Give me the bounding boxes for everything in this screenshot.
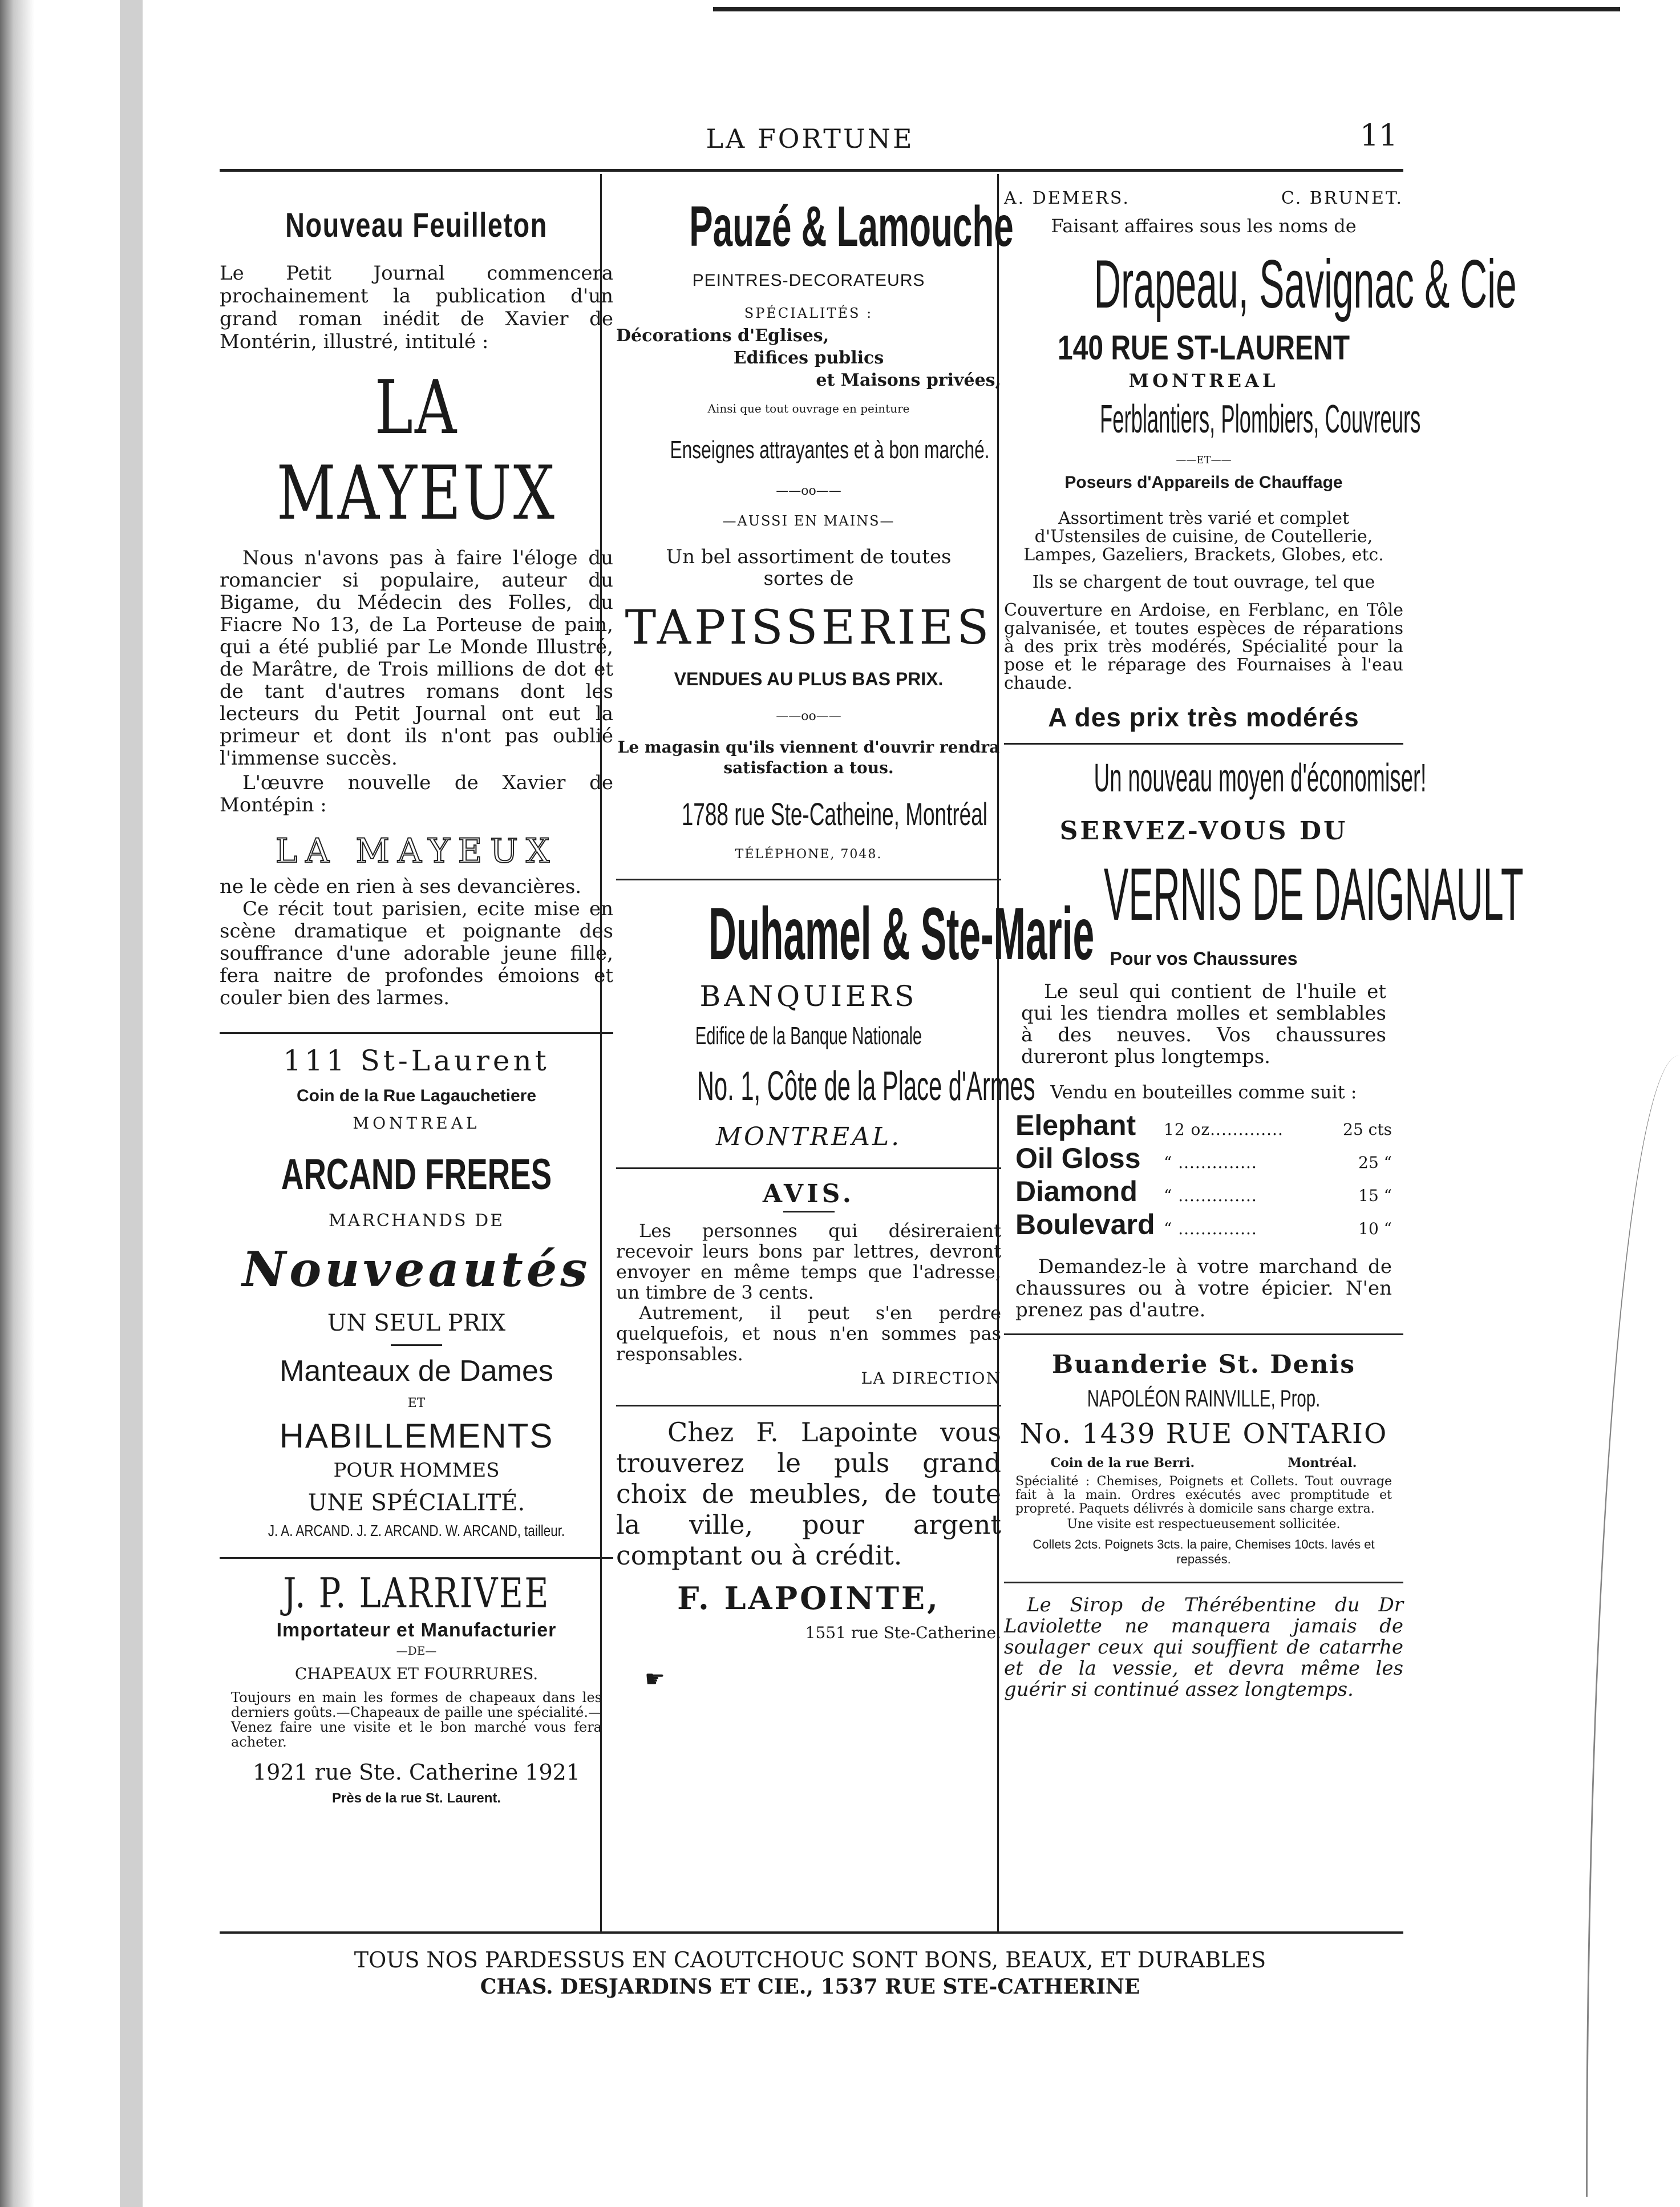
divider [616, 879, 1001, 880]
drapeau-city: MONTREAL [1128, 370, 1279, 391]
novel-title-outline: LA MAYEUX [275, 831, 558, 870]
pauze-address: 1788 rue Ste-Catheine, Montréal [681, 796, 987, 832]
arcand-novelties: Nouveautés [242, 1241, 591, 1297]
bottom-rule [220, 1931, 1403, 1934]
drapeau-assortiment: Assortiment très varié et complet d'Ustensiles de cuisine, de Coutellerie, Lampes, Gazeliers, Brackets, Globes, etc. [1023, 508, 1384, 565]
partner-demers: A. DEMERS. [1004, 188, 1130, 208]
arcand-single-price: UN SEUL PRIX [327, 1310, 506, 1336]
divider [220, 1032, 613, 1034]
sirop-text: Le Sirop de Thérébentine du Dr Laviolette ne manquera jamais de soulager ceux qui souffient de catarrhe et de la vessie, et devra même les guérir si continué assez longtemps. [1004, 1594, 1403, 1701]
drapeau-address: 140 RUE ST-LAURENT [1057, 329, 1350, 367]
vernis-nouveau: Un nouveau moyen d'économiser! [1094, 755, 1427, 800]
column-3 [1004, 177, 1524, 1923]
drapeau-et: ——ET—— [1176, 454, 1232, 466]
pauze-enseignes: Enseignes attrayantes et à bon marché. [670, 436, 990, 464]
vernis-chaussures: Pour vos Chaussures [1110, 948, 1298, 969]
bank-edifice: Edifice de la Banque Nationale [695, 1022, 922, 1050]
buanderie-coin: Coin de la rue Berri. [1050, 1456, 1195, 1470]
arcand-corner: Coin de la Rue Lagauchetiere [296, 1086, 537, 1105]
feuilleton-body-3: ne le cède en rien à ses devancières. [220, 875, 582, 898]
price-row-elephant: Elephant 12 oz............. 25 cts [1015, 1109, 1392, 1141]
partners-row [1004, 188, 1403, 208]
arcand-habillements: HABILLEMENTS [279, 1417, 554, 1455]
novel-title: LA MAYEUX [276, 364, 557, 536]
pauze-aussi: —AUSSI EN MAINS— [722, 513, 895, 529]
feuilleton-intro: Le Petit Journal commencera prochainement la publication d'un grand roman inédit de Xavier de Montérin, illustré, intitulé : [220, 262, 613, 353]
short-rule [391, 1344, 442, 1346]
larrivee-de: —DE— [396, 1644, 437, 1658]
pauze-magasin: Le magasin qu'ils viennent d'ouvrir rendra satisfaction a tous. [617, 738, 1000, 777]
vernis-seul: Le seul qui contient de l'huile et qui les tiendra molles et semblables à des neuves. Vos chaussures dureront plus longtemps. [1021, 980, 1386, 1068]
bank-city: MONTREAL. [715, 1122, 902, 1151]
feuilleton-body-4: Ce récit tout parisien, ecite mise en scène dramatique et poignante des souffrance d'une adorable jeune fille, fera naitre de profondes émoions et couler bien des larmes. [220, 898, 613, 1009]
scan-margin-bar [120, 0, 143, 2207]
pauze-trade: PEINTRES-DECORATEURS [692, 271, 925, 290]
lapointe-text: Chez F. Lapointe vous trouverez le puls grand choix de meubles, de toute la ville, pour argent comptant ou à crédit. [616, 1417, 1001, 1571]
pauze-telephone: TÉLÉPHONE, 7048. [735, 847, 882, 862]
footer-line-1: TOUS NOS PARDESSUS EN CAOUTCHOUC SONT BONS, BEAUX, ET DURABLES [354, 1947, 1266, 1972]
buanderie-proprietor: NAPOLÉON RAINVILLE, Prop. [1087, 1385, 1321, 1412]
divider [616, 1405, 1001, 1406]
arcand-names: J. A. ARCAND. J. Z. ARCAND. W. ARCAND, tailleur. [268, 1522, 565, 1539]
top-scan-rule [713, 7, 1620, 11]
drapeau-trades: Ferblantiers, Plombiers, Couvreurs [1100, 397, 1421, 441]
larrivee-text: Toujours en main les formes de chapeaux dans les derniers goûts.—Chapeaux de paille une spécialité.—Venez faire une visite et le bon marché vous fera acheter. [231, 1689, 602, 1750]
drapeau-poseurs: Poseurs d'Appareils de Chauffage [1064, 473, 1343, 492]
price-list [1004, 1109, 1403, 1241]
pauze-spec-3: et Maisons privées, [816, 370, 1001, 390]
lapointe-address: 1551 rue Ste-Catherine. [805, 1623, 1001, 1642]
lapointe-name: F. LAPOINTE, [677, 1580, 940, 1616]
larrivee-role: Importateur et Manufacturier [276, 1619, 557, 1641]
scan-edge-shadow [0, 0, 34, 2207]
buanderie-address: No. 1439 RUE ONTARIO [1019, 1418, 1388, 1450]
divider [1004, 743, 1403, 745]
buanderie-coin-row [1004, 1456, 1403, 1470]
divider [220, 1557, 613, 1559]
divider [1004, 1582, 1403, 1583]
drapeau-charge: Ils se chargent de tout ouvrage, tel que [1032, 572, 1375, 592]
bank-banquiers: BANQUIERS [699, 980, 918, 1013]
avis-text-2: Autrement, il peut s'en perdre quelquefois, et nous n'en sommes pas responsables. [616, 1302, 1001, 1365]
feuilleton-body-2: L'œuvre nouvelle de Xavier de Montépin : [220, 771, 613, 816]
larrivee-near: Près de la rue St. Laurent. [331, 1790, 501, 1806]
avis-signature: LA DIRECTION [861, 1369, 1001, 1388]
drapeau-couverture: Couverture en Ardoise, en Ferblanc, en Tôle galvanisée, et toutes espèces de réparations à des prix très modérés, Spécialité pour la pose et le réparage des Fournaises à l'eau chaude. [1004, 600, 1403, 693]
arcand-specialite: UNE SPÉCIALITÉ. [307, 1490, 525, 1516]
buanderie-prices: Collets 2cts. Poignets 3cts. la paire, Chemises 10cts. lavés et repassés. [1033, 1537, 1375, 1566]
arcand-pour-hommes: POUR HOMMES [333, 1459, 500, 1482]
arcand-et: ET [407, 1396, 426, 1410]
pauze-ainsi: Ainsi que tout ouvrage en peinture [707, 402, 910, 415]
vernis-name: VERNIS DE DAIGNAULT [1104, 852, 1524, 936]
header-rule [220, 169, 1403, 172]
feuilleton-heading: Nouveau Feuilleton [285, 206, 548, 244]
column-1 [220, 177, 613, 1923]
page-curl-edge [1586, 1056, 1679, 2197]
hand-pointer-icon: ☛ [645, 1666, 665, 1692]
feuilleton-body-1: Nous n'avons pas à faire l'éloge du romancier si populaire, auteur du Bigame, du Médecin des Folles, du Fiacre No 13, de La Porteuse de pain, qui a été publié par Le Monde Illustré, de Marâtre, de Trois millions de dot et de tant d'autres romans dont les lecteurs du Petit Journal ont eut la primeur et dont ils n'ont pas oublié l'immense succès. [220, 547, 613, 770]
price-row-boulevard: Boulevard “ .............. 10 “ [1015, 1208, 1392, 1240]
arcand-address: 111 St-Laurent [283, 1044, 550, 1077]
vernis-demandez: Demandez-le à votre marchand de chaussures ou à votre épicier. N'en prenez pas d'autre. [1015, 1255, 1392, 1321]
drapeau-prix: A des prix très modérés [1048, 702, 1359, 732]
pauze-specialites: SPÉCIALITÉS : [744, 305, 873, 321]
pauze-tapisseries: TAPISSERIES [625, 601, 993, 655]
divider [616, 1167, 1001, 1169]
arcand-trade: MARCHANDS DE [328, 1211, 505, 1231]
drapeau-firm: Drapeau, Savignac & Cie [1094, 246, 1517, 322]
page-header [217, 119, 1403, 159]
vernis-vendu: Vendu en bouteilles comme suit : [1050, 1081, 1357, 1103]
price-row-oil-gloss: Oil Gloss “ .............. 25 “ [1015, 1142, 1392, 1174]
avis-text-1: Les personnes qui désireraient recevoir leurs bons par lettres, devront envoyer en même temps que l'adresse, un timbre de 3 cents. [616, 1220, 1001, 1303]
newspaper-title: LA FORTUNE [706, 123, 914, 154]
price-row-diamond: Diamond “ .............. 15 “ [1015, 1175, 1392, 1207]
arcand-city: MONTREAL [353, 1114, 480, 1133]
pauze-spec-1: Décorations d'Eglises, [616, 326, 829, 346]
larrivee-name: J. P. LARRIVEE [283, 1569, 550, 1617]
bank-address: No. 1, Côte de la Place d'Armes [697, 1064, 1035, 1109]
short-rule [783, 1211, 835, 1212]
separator: ——oo—— [776, 484, 841, 498]
pauze-assortiment: Un bel assortiment de toutes sortes de [666, 545, 952, 590]
buanderie-visite: Une visite est respectueusement sollicitée. [1067, 1517, 1341, 1531]
divider [1004, 1333, 1403, 1335]
pauze-firm: Pauzé & Lamouche [689, 195, 1014, 258]
larrivee-address: 1921 rue Ste. Catherine 1921 [253, 1760, 580, 1785]
buanderie-city: Montréal. [1288, 1456, 1357, 1470]
separator: ——oo—— [776, 709, 841, 723]
partner-brunet: C. BRUNET. [1281, 188, 1403, 208]
arcand-manteaux: Manteaux de Dames [280, 1355, 553, 1388]
drapeau-faisant: Faisant affaires sous les noms de [1051, 215, 1357, 237]
footer-line-2: CHAS. DESJARDINS ET CIE., 1537 RUE STE-CATHERINE [480, 1975, 1140, 1999]
footer [217, 1937, 1403, 1999]
pauze-spec-2: Edifices publics [733, 348, 884, 368]
buanderie-name: Buanderie St. Denis [1051, 1350, 1355, 1379]
bank-firm: Duhamel & Ste-Marie [709, 892, 1095, 975]
vernis-servez: SERVEZ-VOUS DU [1059, 816, 1348, 846]
page-number: 11 [1359, 119, 1398, 153]
arcand-firm: ARCAND FRERES [281, 1150, 552, 1199]
larrivee-goods: CHAPEAUX ET FOURRURES. [294, 1664, 539, 1683]
avis-title: AVIS. [762, 1179, 855, 1208]
buanderie-spec: Spécialité : Chemises, Poignets et Collets. Tout ouvrage fait à la main. Ordres exécutés avec promptitude et propreté. Paquets délivrés à domicile sans charge extra. [1015, 1474, 1392, 1516]
pauze-prix: VENDUES AU PLUS BAS PRIX. [674, 669, 944, 689]
